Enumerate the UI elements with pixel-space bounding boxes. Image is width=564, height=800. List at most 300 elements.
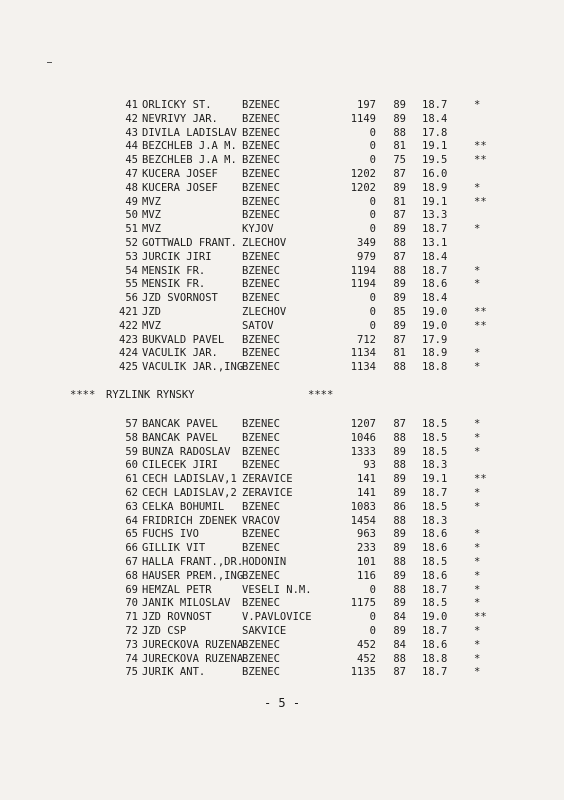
cell-name: CECH LADISLAV,1 — [142, 473, 237, 486]
cell-place: VRACOV — [242, 514, 280, 527]
cell-name: MVZ — [142, 209, 161, 222]
cell-no: 58 — [125, 431, 138, 444]
cell-num: 0 — [369, 195, 376, 208]
cell-place: SATOV — [242, 319, 274, 332]
cell-val: 18.4 — [422, 250, 448, 263]
cell-name: MVZ — [142, 319, 161, 332]
cell-cat: 89 — [393, 486, 406, 499]
cell-val: 19.0 — [422, 305, 448, 318]
table-row — [70, 487, 500, 501]
cell-place: BZENEC — [242, 445, 280, 458]
cell-place: VESELI N.M. — [242, 583, 312, 596]
cell-val: 18.4 — [422, 292, 448, 305]
cell-no: 61 — [125, 473, 138, 486]
cell-name: FUCHS IVO — [142, 528, 199, 541]
cell-num: 233 — [357, 542, 376, 555]
cell-num: 197 — [357, 99, 376, 111]
table-row — [70, 625, 500, 639]
cell-name: BANCAK PAVEL — [142, 418, 218, 430]
cell-no: 59 — [125, 445, 138, 458]
cell-val: 18.5 — [422, 431, 448, 444]
table-row — [70, 334, 500, 348]
cell-star: * — [474, 624, 481, 637]
cell-cat: 88 — [393, 514, 406, 527]
table-row — [70, 237, 500, 251]
cell-name: BEZCHLEB J.A M. — [142, 140, 237, 153]
cell-num: 1454 — [350, 514, 376, 527]
cell-name: JZD SVORNOST — [142, 292, 218, 305]
cell-star: ** — [474, 140, 487, 153]
table-row — [70, 639, 500, 653]
cell-num: 979 — [357, 250, 376, 263]
cell-num: 0 — [369, 319, 376, 332]
cell-num: 0 — [369, 140, 376, 153]
cell-star: * — [474, 445, 481, 458]
cell-num: 1207 — [350, 418, 376, 430]
cell-num: 0 — [369, 154, 376, 167]
cell-cat: 87 — [393, 167, 406, 180]
cell-place: V.PAVLOVICE — [242, 611, 312, 624]
cell-num: 101 — [357, 555, 376, 568]
cell-name: JZD CSP — [142, 624, 187, 637]
table-row — [70, 666, 500, 680]
cell-num: 1333 — [350, 445, 376, 458]
cell-name: ORLICKY ST. — [142, 99, 212, 111]
cell-name: MENSIK FR. — [142, 278, 206, 291]
table-row — [70, 446, 500, 460]
cell-place: BZENEC — [242, 140, 280, 153]
cell-name: JANIK MILOSLAV — [142, 597, 231, 610]
cell-num: 1134 — [350, 361, 376, 374]
cell-place: BZENEC — [242, 347, 280, 360]
cell-place: KYJOV — [242, 223, 274, 236]
cell-name: KUCERA JOSEF — [142, 181, 218, 194]
cell-val: 18.8 — [422, 652, 448, 665]
cell-num: 452 — [357, 638, 376, 651]
cell-place: HODONIN — [242, 555, 287, 568]
cell-cat: 88 — [393, 361, 406, 374]
table-row — [70, 570, 500, 584]
cell-cat: 89 — [393, 319, 406, 332]
cell-val: 18.7 — [422, 264, 448, 277]
table-row — [70, 320, 500, 334]
cell-star: ** — [474, 319, 487, 332]
cell-place: BZENEC — [242, 250, 280, 263]
cell-star: * — [474, 638, 481, 651]
cell-cat: 89 — [393, 528, 406, 541]
cell-cat: 89 — [393, 624, 406, 637]
cell-place: BZENEC — [242, 154, 280, 167]
cell-no: 45 — [125, 154, 138, 167]
cell-val: 18.6 — [422, 638, 448, 651]
cell-num: 1046 — [350, 431, 376, 444]
table-row — [70, 127, 500, 141]
table-row — [70, 168, 500, 182]
cell-place: BZENEC — [242, 195, 280, 208]
table-row — [70, 597, 500, 611]
cell-num: 0 — [369, 209, 376, 222]
cell-no: 422 — [119, 319, 138, 332]
table-row — [70, 278, 500, 292]
cell-num: 93 — [363, 459, 376, 472]
cell-num: 1135 — [350, 666, 376, 679]
cell-no: 69 — [125, 583, 138, 596]
cell-val: 18.7 — [422, 223, 448, 236]
cell-no: 47 — [125, 167, 138, 180]
cell-star: ** — [474, 473, 487, 486]
cell-cat: 89 — [393, 278, 406, 291]
table-row — [70, 113, 500, 127]
cell-name: GILLIK VIT — [142, 542, 206, 555]
cell-no: 57 — [125, 418, 138, 430]
cell-place: ZLECHOV — [242, 236, 287, 249]
cell-cat: 89 — [393, 181, 406, 194]
table-row — [70, 556, 500, 570]
table-row — [70, 459, 500, 473]
table-row — [70, 223, 500, 237]
table-row — [70, 584, 500, 598]
cell-num: 1149 — [350, 112, 376, 125]
cell-val: 18.5 — [422, 418, 448, 430]
cell-star: * — [474, 361, 481, 374]
cell-no: 55 — [125, 278, 138, 291]
cell-no: 52 — [125, 236, 138, 249]
cell-no: 63 — [125, 500, 138, 513]
cell-cat: 87 — [393, 418, 406, 430]
cell-name: JZD ROVNOST — [142, 611, 212, 624]
cell-no: 65 — [125, 528, 138, 541]
cell-star: ** — [474, 195, 487, 208]
table-row — [70, 265, 500, 279]
cell-num: 712 — [357, 333, 376, 346]
table-row — [70, 542, 500, 556]
cell-cat: 84 — [393, 638, 406, 651]
cell-cat: 88 — [393, 652, 406, 665]
cell-cat: 81 — [393, 140, 406, 153]
table-row — [70, 306, 500, 320]
cell-val: 18.9 — [422, 181, 448, 194]
cell-star: ** — [474, 154, 487, 167]
cell-num: 0 — [369, 624, 376, 637]
table-row — [70, 154, 500, 168]
table-row — [70, 432, 500, 446]
cell-cat: 89 — [393, 223, 406, 236]
cell-no: 60 — [125, 459, 138, 472]
cell-num: 349 — [357, 236, 376, 249]
table-row — [70, 251, 500, 265]
cell-cat: 75 — [393, 154, 406, 167]
cell-cat: 88 — [393, 583, 406, 596]
cell-no: 75 — [125, 666, 138, 679]
cell-cat: 86 — [393, 500, 406, 513]
cell-place: BZENEC — [242, 638, 280, 651]
table-row — [70, 501, 500, 515]
cell-place: BZENEC — [242, 459, 280, 472]
cell-place: BZENEC — [242, 418, 280, 430]
cell-place: SAKVICE — [242, 624, 287, 637]
cell-no: 425 — [119, 361, 138, 374]
cell-num: 1202 — [350, 181, 376, 194]
table-row — [70, 209, 500, 223]
cell-name: JURECKOVA RUZENA — [142, 638, 244, 651]
cell-cat: 89 — [393, 542, 406, 555]
cell-no: 64 — [125, 514, 138, 527]
cell-no: 421 — [119, 305, 138, 318]
cell-place: BZENEC — [242, 569, 280, 582]
cell-cat: 88 — [393, 431, 406, 444]
page-mark — [47, 62, 52, 63]
cell-val: 18.7 — [422, 666, 448, 679]
cell-name: JURECKOVA RUZENA — [142, 652, 244, 665]
cell-cat: 89 — [393, 99, 406, 111]
cell-name: BUKVALD PAVEL — [142, 333, 225, 346]
cell-name: CECH LADISLAV,2 — [142, 486, 237, 499]
cell-star: * — [474, 555, 481, 568]
cell-name: MENSIK FR. — [142, 264, 206, 277]
cell-no: 72 — [125, 624, 138, 637]
cell-place: BZENEC — [242, 167, 280, 180]
cell-val: 18.7 — [422, 486, 448, 499]
cell-name: MVZ — [142, 223, 161, 236]
cell-star: * — [474, 223, 481, 236]
cell-place: BZENEC — [242, 112, 280, 125]
cell-no: 49 — [125, 195, 138, 208]
cell-num: 0 — [369, 611, 376, 624]
cell-val: 18.8 — [422, 361, 448, 374]
cell-val: 18.7 — [422, 624, 448, 637]
cell-cat: 89 — [393, 597, 406, 610]
cell-no: 48 — [125, 181, 138, 194]
cell-val: 18.7 — [422, 583, 448, 596]
cell-star: * — [474, 569, 481, 582]
cell-num: 0 — [369, 305, 376, 318]
table-row — [70, 292, 500, 306]
cell-cat: 84 — [393, 611, 406, 624]
table-row — [70, 182, 500, 196]
cell-star: ** — [474, 611, 487, 624]
cell-place: BZENEC — [242, 652, 280, 665]
cell-star: * — [474, 652, 481, 665]
cell-val: 18.6 — [422, 278, 448, 291]
cell-place: BZENEC — [242, 361, 280, 374]
cell-name: VACULIK JAR.,ING — [142, 361, 244, 374]
cell-val: 18.6 — [422, 569, 448, 582]
cell-cat: 88 — [393, 264, 406, 277]
cell-star: ** — [474, 305, 487, 318]
cell-star: * — [474, 99, 481, 111]
table-row — [70, 611, 500, 625]
section-heading — [70, 388, 500, 402]
cell-cat: 88 — [393, 236, 406, 249]
cell-num: 452 — [357, 652, 376, 665]
heading-stars-right: **** — [308, 389, 334, 401]
cell-val: 18.3 — [422, 459, 448, 472]
cell-place: BZENEC — [242, 528, 280, 541]
cell-cat: 88 — [393, 126, 406, 139]
cell-no: 41 — [125, 99, 138, 111]
cell-place: BZENEC — [242, 292, 280, 305]
cell-val: 13.1 — [422, 236, 448, 249]
cell-val: 18.5 — [422, 500, 448, 513]
cell-star: * — [474, 418, 481, 430]
cell-name: BANCAK PAVEL — [142, 431, 218, 444]
cell-star: * — [474, 500, 481, 513]
cell-num: 1083 — [350, 500, 376, 513]
cell-num: 116 — [357, 569, 376, 582]
cell-name: HEMZAL PETR — [142, 583, 212, 596]
cell-name: JURIK ANT. — [142, 666, 206, 679]
cell-num: 0 — [369, 583, 376, 596]
cell-num: 0 — [369, 292, 376, 305]
cell-val: 19.1 — [422, 473, 448, 486]
cell-star: * — [474, 347, 481, 360]
cell-name: CILECEK JIRI — [142, 459, 218, 472]
cell-place: BZENEC — [242, 597, 280, 610]
cell-num: 1194 — [350, 264, 376, 277]
cell-name: CELKA BOHUMIL — [142, 500, 225, 513]
table-row — [70, 99, 500, 113]
cell-val: 18.9 — [422, 347, 448, 360]
cell-no: 68 — [125, 569, 138, 582]
table-row — [70, 140, 500, 154]
cell-name: BEZCHLEB J.A M. — [142, 154, 237, 167]
cell-num: 141 — [357, 473, 376, 486]
cell-val: 18.3 — [422, 514, 448, 527]
cell-num: 0 — [369, 223, 376, 236]
cell-val: 17.9 — [422, 333, 448, 346]
cell-star: * — [474, 583, 481, 596]
cell-no: 71 — [125, 611, 138, 624]
cell-cat: 87 — [393, 250, 406, 263]
cell-val: 18.5 — [422, 555, 448, 568]
table-row — [70, 347, 500, 361]
table-row — [70, 418, 500, 432]
cell-cat: 87 — [393, 666, 406, 679]
cell-place: BZENEC — [242, 209, 280, 222]
cell-name: KUCERA JOSEF — [142, 167, 218, 180]
cell-val: 18.4 — [422, 112, 448, 125]
cell-num: 1134 — [350, 347, 376, 360]
cell-val: 18.5 — [422, 445, 448, 458]
cell-name: FRIDRICH ZDENEK — [142, 514, 237, 527]
cell-no: 70 — [125, 597, 138, 610]
cell-num: 963 — [357, 528, 376, 541]
cell-no: 424 — [119, 347, 138, 360]
cell-num: 1194 — [350, 278, 376, 291]
cell-cat: 89 — [393, 569, 406, 582]
cell-cat: 89 — [393, 112, 406, 125]
table-row — [70, 473, 500, 487]
cell-star: * — [474, 278, 481, 291]
cell-star: * — [474, 264, 481, 277]
cell-no: 54 — [125, 264, 138, 277]
cell-place: BZENEC — [242, 333, 280, 346]
cell-val: 19.0 — [422, 611, 448, 624]
cell-num: 0 — [369, 126, 376, 139]
cell-no: 42 — [125, 112, 138, 125]
results-table-lower — [70, 418, 500, 680]
cell-val: 19.1 — [422, 140, 448, 153]
cell-cat: 81 — [393, 347, 406, 360]
cell-name: VACULIK JAR. — [142, 347, 218, 360]
cell-val: 19.1 — [422, 195, 448, 208]
cell-name: HALLA FRANT.,DR. — [142, 555, 244, 568]
cell-place: BZENEC — [242, 99, 280, 111]
cell-cat: 81 — [393, 195, 406, 208]
cell-cat: 87 — [393, 209, 406, 222]
cell-star: * — [474, 542, 481, 555]
cell-val: 18.5 — [422, 597, 448, 610]
table-row — [70, 196, 500, 210]
cell-cat: 85 — [393, 305, 406, 318]
cell-no: 43 — [125, 126, 138, 139]
cell-name: DIVILA LADISLAV — [142, 126, 237, 139]
cell-name: HAUSER PREM.,ING — [142, 569, 244, 582]
table-row — [70, 653, 500, 667]
cell-no: 423 — [119, 333, 138, 346]
cell-star: * — [474, 666, 481, 679]
cell-no: 62 — [125, 486, 138, 499]
cell-place: BZENEC — [242, 431, 280, 444]
cell-star: * — [474, 486, 481, 499]
cell-cat: 88 — [393, 459, 406, 472]
cell-val: 13.3 — [422, 209, 448, 222]
heading-title: RYZLINK RYNSKY — [106, 389, 195, 401]
cell-no: 56 — [125, 292, 138, 305]
cell-place: BZENEC — [242, 542, 280, 555]
cell-star: * — [474, 431, 481, 444]
cell-val: 19.5 — [422, 154, 448, 167]
cell-num: 1202 — [350, 167, 376, 180]
cell-name: GOTTWALD FRANT. — [142, 236, 237, 249]
cell-val: 17.8 — [422, 126, 448, 139]
cell-val: 16.0 — [422, 167, 448, 180]
cell-place: ZERAVICE — [242, 486, 293, 499]
cell-star: * — [474, 181, 481, 194]
page-number: - 5 - — [263, 696, 301, 710]
cell-cat: 89 — [393, 292, 406, 305]
cell-cat: 88 — [393, 555, 406, 568]
table-row — [70, 528, 500, 542]
cell-place: BZENEC — [242, 500, 280, 513]
cell-name: JZD — [142, 305, 161, 318]
cell-cat: 89 — [393, 473, 406, 486]
cell-val: 18.7 — [422, 99, 448, 111]
cell-place: BZENEC — [242, 181, 280, 194]
cell-no: 44 — [125, 140, 138, 153]
cell-star: * — [474, 528, 481, 541]
cell-place: BZENEC — [242, 264, 280, 277]
cell-name: JURCIK JIRI — [142, 250, 212, 263]
cell-name: MVZ — [142, 195, 161, 208]
cell-no: 73 — [125, 638, 138, 651]
cell-place: ZLECHOV — [242, 305, 287, 318]
cell-cat: 89 — [393, 445, 406, 458]
cell-num: 141 — [357, 486, 376, 499]
cell-no: 50 — [125, 209, 138, 222]
cell-num: 1175 — [350, 597, 376, 610]
cell-val: 19.0 — [422, 319, 448, 332]
cell-val: 18.6 — [422, 528, 448, 541]
cell-cat: 87 — [393, 333, 406, 346]
cell-star: * — [474, 597, 481, 610]
cell-no: 66 — [125, 542, 138, 555]
cell-name: NEVRIVY JAR. — [142, 112, 218, 125]
cell-place: BZENEC — [242, 278, 280, 291]
cell-no: 74 — [125, 652, 138, 665]
cell-name: BUNZA RADOSLAV — [142, 445, 231, 458]
cell-place: BZENEC — [242, 126, 280, 139]
